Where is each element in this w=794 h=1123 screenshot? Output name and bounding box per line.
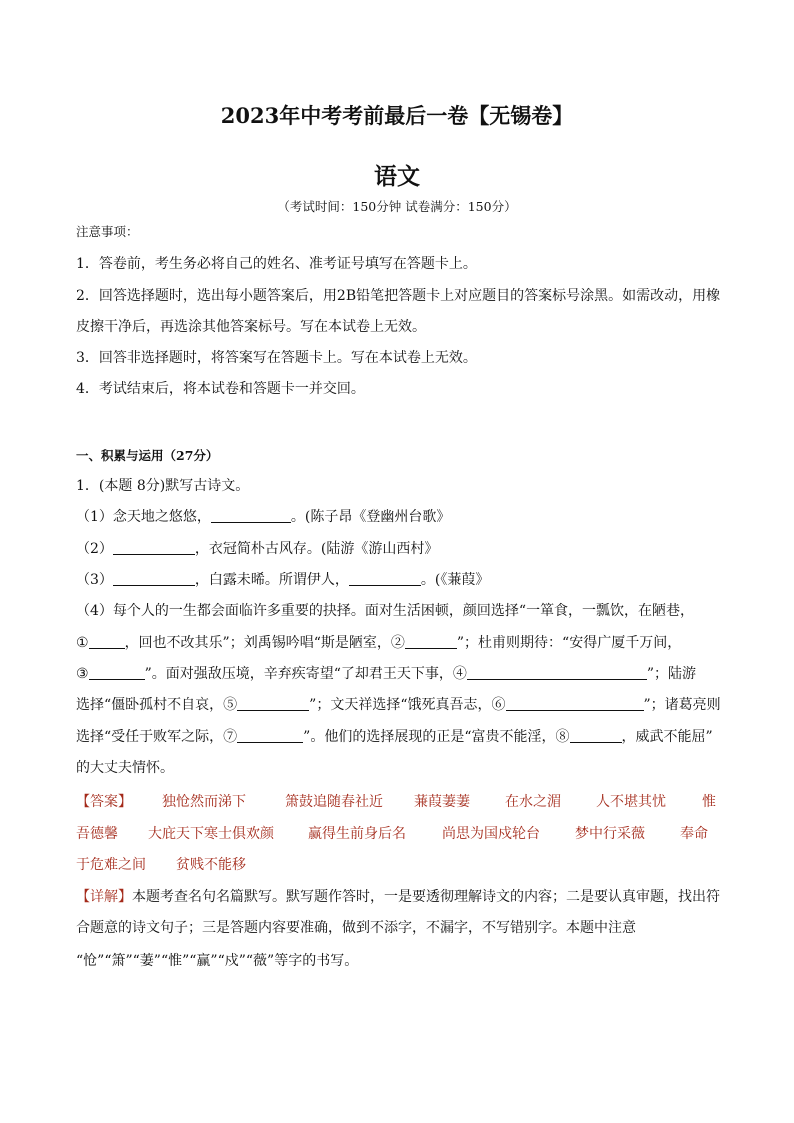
answer-item: 蒹葭萋萋 [414, 794, 470, 810]
answer-blank [467, 665, 647, 680]
answer-blank [113, 571, 195, 586]
answer-label: 【答案】 [76, 794, 132, 810]
answer-blank [237, 728, 303, 743]
question-1-1 [76, 506, 450, 526]
q1-3-text-a: （3） [76, 572, 113, 588]
answer-item: 奉命 [680, 826, 708, 842]
answer-blank [570, 728, 622, 743]
answer-blank [506, 696, 644, 711]
answer-blank [89, 634, 125, 649]
answer-item: 箫鼓追随春社近 [285, 794, 383, 810]
answer-blank [349, 571, 421, 586]
answer-item: 吾德馨 [76, 826, 118, 842]
answer-blank [237, 696, 309, 711]
answer-item: 人不堪其忧 [596, 794, 666, 810]
q1-3-text-c: 。(《蒹葭》 [420, 572, 490, 588]
answer-item: 在水之湄 [505, 794, 561, 810]
answer-row-3 [76, 854, 716, 874]
note-item: 2．回答选择题时，选出每小题答案后，用2B铅笔把答题卡上对应题目的答案标号涂黑。如需改动，用橡 [76, 288, 721, 304]
question-stem: 1．(本题 8分)默写古诗文。 [76, 478, 250, 494]
q1-4-text: ① [76, 635, 89, 651]
q1-1-text-a: （1）念天地之悠悠， [76, 509, 211, 525]
answer-item: 赢得生前身后名 [308, 826, 406, 842]
section-heading: 一、积累与运用（27分） [76, 448, 219, 463]
answer-blank [211, 508, 291, 523]
answer-blank [113, 540, 195, 555]
question-1-4-line3 [76, 663, 696, 683]
detail-line-3: “怆”“箫”“萋”“惟”“赢”“戍”“薇”等字的书写。 [76, 953, 359, 969]
answer-item: 独怆然而涕下 [162, 794, 246, 810]
question-1-4-line4 [76, 694, 721, 714]
note-item: 4．考试结束后，将本试卷和答题卡一并交回。 [76, 381, 365, 397]
q1-4-text: ”；杜甫则期待：“安得广厦千万间， [456, 635, 682, 651]
q1-4-text: 选择“僵卧孤村不自哀，⑤ [76, 697, 238, 713]
note-item: 3．回答非选择题时，将答案写在答题卡上。写在本试卷上无效。 [76, 350, 477, 366]
question-1-4-line6: 的大丈夫情怀。 [76, 760, 174, 776]
question-1-2 [76, 538, 438, 558]
q1-4-text: ”；文天祥选择“饿死真吾志，⑥ [309, 697, 506, 713]
answer-item: 贫贱不能移 [176, 857, 246, 873]
q1-4-text: ，威武不能屈” [621, 729, 713, 745]
answer-item: 梦中行采薇 [575, 826, 645, 842]
answer-item: 惟 [702, 794, 716, 810]
q1-4-text: ③ [76, 666, 89, 682]
exam-info: （考试时间：150分钟 试卷满分：150分） [277, 199, 517, 214]
detail-line-1 [76, 886, 720, 906]
q1-4-text: ，回也不改其乐”；刘禹锡吟唱“斯是陋室，② [124, 635, 405, 651]
detail-text: 本题考查名句名篇默写。默写题作答时，一是要透彻理解诗文的内容；二是要认真审题，找出符 [132, 889, 720, 905]
detail-line-2: 合题意的诗文句子；三是答题内容要准确，做到不添字，不漏字，不写错别字。本题中注意 [76, 920, 636, 936]
answer-item: 于危难之间 [76, 857, 146, 873]
note-item: 1．答卷前，考生务必将自己的姓名、准考证号填写在答题卡上。 [76, 256, 477, 272]
note-item: 皮擦干净后，再选涂其他答案标号。写在本试卷上无效。 [76, 319, 426, 335]
detail-label: 【详解】 [76, 889, 132, 905]
q1-4-text: ”；陆游 [646, 666, 697, 682]
q1-4-text: 选择“受任于败军之际，⑦ [76, 729, 238, 745]
question-1-3 [76, 569, 489, 589]
answer-blank [405, 634, 457, 649]
q1-4-text: ”。他们的选择展现的正是“富贵不能淫，⑧ [303, 729, 570, 745]
answer-blank [89, 665, 145, 680]
q1-2-text-b: ，衣冠简朴古风存。(陆游《游山西村》 [194, 541, 439, 557]
answer-row-1 [76, 791, 716, 811]
q1-1-text-b: 。(陈子昂《登幽州台歌》 [290, 509, 451, 525]
exam-title: 2023年中考考前最后一卷【无锡卷】 [220, 103, 574, 128]
q1-4-text: ”。面对强敌压境，辛弃疾寄望“了却君王天下事，④ [144, 666, 467, 682]
answer-item: 大庇天下寒士俱欢颜 [148, 826, 274, 842]
q1-3-text-b: ，白露未晞。所谓伊人， [194, 572, 349, 588]
q1-4-text: ”；诸葛亮则 [643, 697, 721, 713]
question-1-4-line2 [76, 632, 681, 652]
answer-row-2 [76, 823, 716, 843]
q1-2-text-a: （2） [76, 541, 113, 557]
notes-heading: 注意事项： [76, 224, 139, 239]
question-1-4-line5 [76, 726, 713, 746]
subject-title: 语文 [374, 164, 420, 190]
question-1-4-line1: （4）每个人的一生都会面临许多重要的抉择。面对生活困顿，颜回选择“一箪食，一瓢饮，在陋巷， [76, 603, 695, 619]
answer-item: 尚思为国戍轮台 [442, 826, 540, 842]
